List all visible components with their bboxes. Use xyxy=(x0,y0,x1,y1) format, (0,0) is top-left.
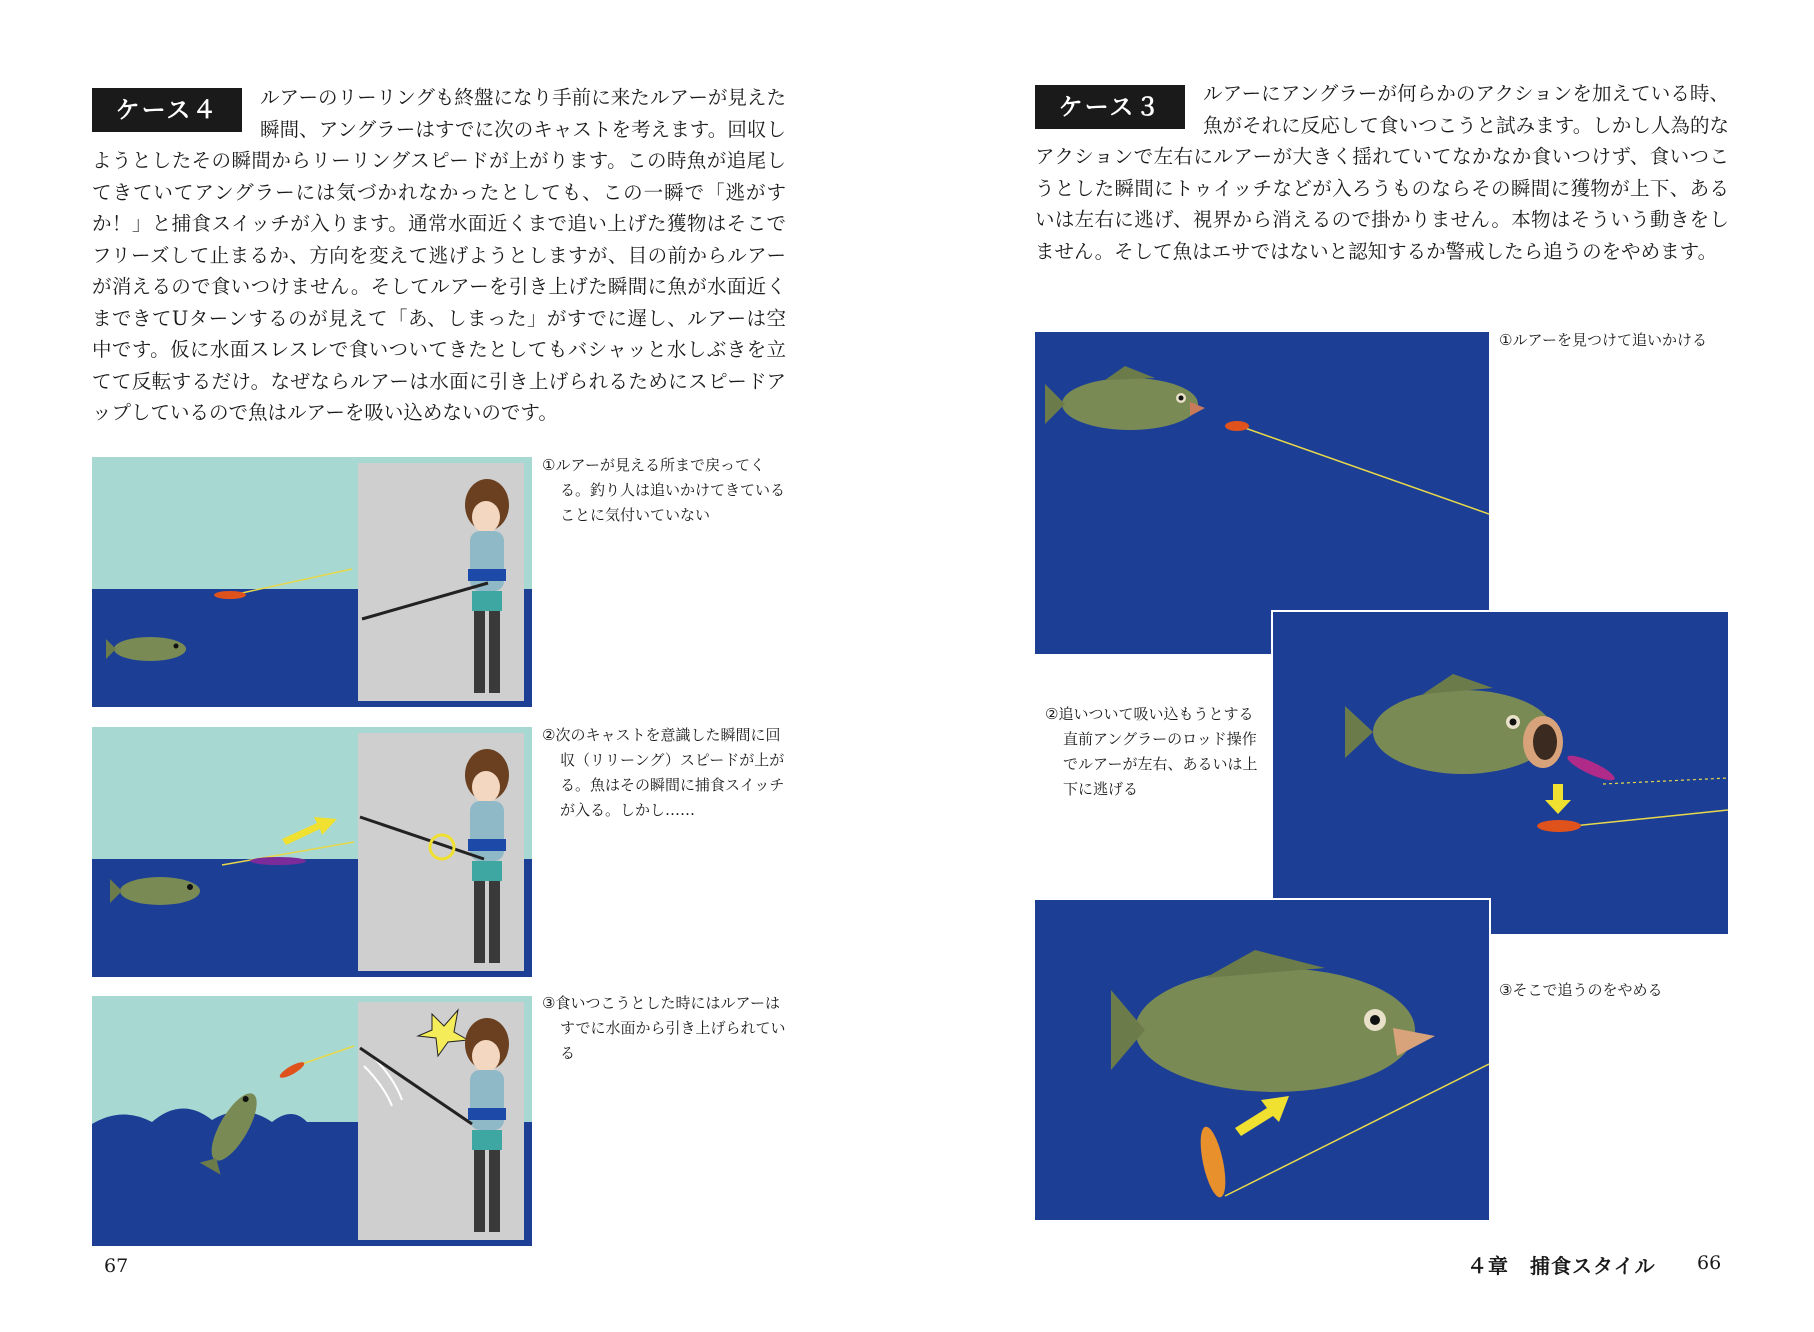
chapter-label: ４章 捕食スタイル xyxy=(1467,1254,1656,1278)
illustration-4-3 xyxy=(92,996,532,1246)
illustration-3-2 xyxy=(1273,612,1728,934)
page-number-67: 67 xyxy=(104,1255,129,1277)
caption-4-1: ①ルアーが見える所まで戻ってくる。釣り人は追いかけてきていることに気付いていない xyxy=(542,456,786,524)
right-page xyxy=(907,0,1814,1332)
illustration-4-1 xyxy=(92,457,532,707)
left-body-text xyxy=(92,82,786,429)
case-4-label: ケース４ xyxy=(92,88,242,132)
caption-3-2: ②追いついて吸い込もうとする直前アングラーのロッド操作でルアーが左右、あるいは上下に逃げる xyxy=(1045,705,1258,798)
caption-4-3: ③食いつこうとした時にはルアーはすでに水面から引き上げられている xyxy=(542,994,786,1062)
case-3-label: ケース３ xyxy=(1035,85,1185,129)
page-number-66: 66 xyxy=(1697,1252,1722,1274)
caption-3-1: ①ルアーを見つけて追いかける xyxy=(1499,331,1707,349)
caption-4-2: ②次のキャストを意識した瞬間に回収（リリーング）スピードが上がる。魚はその瞬間に捕食スイッチが入る。しかし…… xyxy=(542,726,785,819)
right-body-text xyxy=(1035,78,1729,267)
illustration-3-3 xyxy=(1035,900,1489,1220)
illustration-3-1 xyxy=(1035,332,1489,654)
right-body-paragraph: ルアーにアングラーが何らかのアクションを加えている時、魚がそれに反応して食いつこうと試みます。しかし人為的なアクションで左右にルアーが大きく揺れていてなかなか食いつけず、食いつこうとした瞬間にトゥイッチなどが入ろうものならその瞬間に獲物が上下、あるいは左右に逃げ、視界から消えるので掛かりません。本物はそういう動きをしません。そして魚はエサではないと認知するか警戒したら追うのをやめます。 xyxy=(1035,82,1729,263)
illustration-4-2 xyxy=(92,727,532,977)
caption-3-3: ③そこで追うのをやめる xyxy=(1499,981,1663,999)
left-body-paragraph: ルアーのリーリングも終盤になり手前に来たルアーが見えた瞬間、アングラーはすでに次のキャストを考えます。回収しようとしたその瞬間からリーリングスピードが上がります。この時魚が追尾してきていてアングラーには気づかれなかったとしても、この一瞬で「逃がすか！」と捕食スイッチが入ります。通常水面近くまで追い上げた獲物はそこでフリーズして止まるか、方向を変えて逃げようとしますが、目の前からルアーが消えるので食いつけません。そしてルアーを引き上げた瞬間に魚が水面近くまできてUターンするのが見えて「あ、しまった」がすでに遅し、ルアーは空中です。仮に水面スレスレで食いついてきたとしてもバシャッと水しぶきを立てて反転するだけ。なぜならルアーは水面に引き上げられるためにスピードアップしているので魚はルアーを吸い込めないのです。 xyxy=(92,86,786,424)
